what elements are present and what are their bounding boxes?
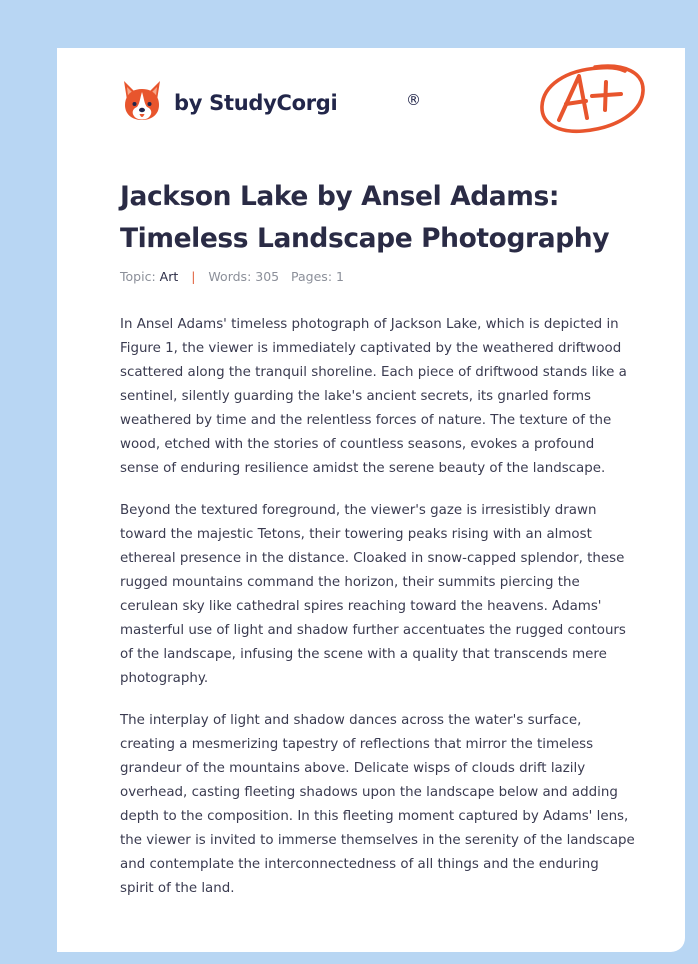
paragraph-2: Beyond the textured foreground, the viewer's gaze is irresistibly drawn toward the majestic Tetons, their towering peaks rising with an almost ethereal presence in the distance. Cloaked in snow-capped splendor, these rugged mountains command the horizon, their summits piercing the cerulean sky like cathedral spires reaching toward the heavens. Adams' masterful use of light and shadow further accentuates the rugged contours of the landscape, infusing the scene with a quality that transcends mere photography.	[120, 503, 626, 686]
article-meta	[120, 269, 344, 284]
words-label: Words:	[208, 269, 252, 284]
words-count: 305	[255, 269, 280, 284]
topic-link[interactable]: Art	[159, 269, 179, 284]
article-body	[120, 313, 635, 919]
registered-mark: ®	[406, 91, 421, 109]
topic-label: Topic:	[120, 269, 156, 284]
pages-label: Pages:	[291, 269, 333, 284]
article-title: Jackson Lake by Ansel Adams: Timeless Landscape Photography	[120, 181, 610, 254]
document-page	[57, 48, 685, 952]
meta-separator: |	[191, 269, 196, 284]
brand-logo[interactable]	[121, 76, 421, 126]
corgi-icon	[121, 78, 163, 124]
pages-count: 1	[336, 269, 344, 284]
paragraph-3: The interplay of light and shadow dances across the water's surface, creating a mesmerizing tapestry of reflections that mirror the timeless grandeur of the mountains above. Delicate wisps of clouds drift lazily overhead, casting fleeting shadows upon the landscape below and adding depth to the composition. In this fleeting moment captured by Adams' lens, the viewer is invited to immerse themselves in the serenity of the landscape and contemplate the interconnectedness of all things and the enduring spirit of the land.	[120, 713, 635, 896]
a-plus-grade-icon	[537, 60, 649, 138]
brand-name: by StudyCorgi	[174, 91, 338, 115]
paragraph-1: In Ansel Adams' timeless photograph of Jackson Lake, which is depicted in Figure 1, the viewer is immediately captivated by the weathered driftwood scattered along the tranquil shoreline. Each piece of driftwood stands like a sentinel, silently guarding the lake's ancient secrets, its gnarled forms weathered by time and the relentless forces of nature. The texture of the wood, etched with the stories of countless seasons, evokes a profound sense of enduring resilience amidst the serene beauty of the landscape.	[120, 317, 627, 476]
